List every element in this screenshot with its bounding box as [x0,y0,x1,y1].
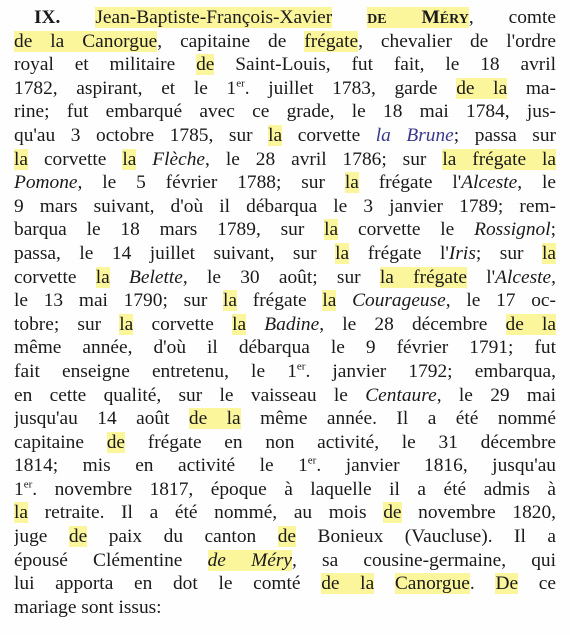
text-segment: . janvier 1792; embarqua, [305,360,556,382]
highlighted-segment: de la [188,408,241,430]
text-segment: er [307,454,317,467]
text-segment: corvette [133,313,233,335]
text-segment: Alceste [461,172,518,194]
text-segment: épousé Clémentine [14,549,208,571]
text-segment: , le 30 août; sur [182,266,380,288]
text-segment [110,267,129,288]
text-segment: Iris [448,242,476,264]
text-segment: mariage sont issus: [14,596,162,618]
text-segment: , capitaine de [157,30,305,52]
highlighted-segment: de [196,54,215,76]
highlighted-segment: la [223,290,238,312]
highlighted-segment: De [495,573,519,595]
text-segment: même année. Il a été nommé [240,408,556,430]
text-line [14,596,556,620]
text-line [14,336,556,360]
text-segment: juge [14,526,69,548]
text-segment: ; [550,219,556,241]
text-segment: Alceste [495,266,552,288]
text-segment: er [23,478,33,491]
highlighted-segment: la [119,313,134,335]
text-segment: paix du canton [87,526,278,548]
text-line [14,30,556,54]
text-segment: la Brune [375,124,454,146]
text-line [14,171,556,195]
text-segment: er [236,77,245,90]
text-segment [136,149,152,170]
highlighted-segment: de Méry [207,549,293,571]
text-segment: ; passa sur [453,124,556,146]
text-segment: , le 28 avril 1786; sur [205,148,443,170]
text-line [14,360,556,384]
text-line [14,525,556,549]
text-segment: jusqu'au 14 août [14,408,189,430]
text-segment: , le 28 décembre [319,313,506,335]
text-segment: Badine [264,313,320,335]
entry-text-block [14,6,556,619]
text-line [14,407,556,431]
text-segment: 1 [14,478,24,500]
text-segment: rine; fut embarqué avec ce grade, le 18 mai 1784, jus- [14,101,556,123]
text-segment: Courageuse [352,290,446,312]
highlighted-segment: de la [456,77,508,99]
text-line [14,195,556,219]
text-segment: Belette [129,266,183,288]
text-segment: corvette le [338,219,475,241]
text-segment [332,7,367,28]
text-segment: , le [517,172,556,194]
text-segment: . [469,573,496,595]
highlighted-segment: de la [321,573,375,595]
text-segment: frégate [237,290,323,312]
text-line [14,478,556,502]
text-segment: lui apporta en dot le comté [14,573,322,595]
text-line [14,454,556,478]
highlighted-segment: de Méry [367,7,469,28]
text-segment: tobre; sur [14,313,120,335]
text-segment: capitaine [14,431,107,453]
text-segment: Pomone [14,172,78,194]
highlighted-segment: la [335,242,350,264]
text-segment: . janvier 1816, jusqu'au [316,455,556,477]
highlighted-segment: la [232,313,247,335]
text-segment: Centaure [365,384,437,406]
text-segment: . juillet 1783, garde [244,77,457,99]
text-segment: , sa cousine-germaine, qui [292,549,556,571]
text-line [14,53,556,77]
text-line [14,266,556,290]
text-segment: corvette [14,266,96,288]
text-segment: ce [518,573,556,595]
text-segment: même année, d'où il débarqua le 9 février 1791; fut [14,337,556,359]
text-segment: , le 5 février 1788; sur [77,172,345,194]
text-segment: . novembre 1817, époque à laquelle il a été admis à [32,478,556,500]
text-line [14,572,556,596]
text-segment: , [551,266,556,288]
highlighted-segment: de la Canorgue [14,30,158,52]
text-segment [246,314,264,335]
text-segment: corvette [28,148,123,170]
text-segment: , comte [468,7,556,28]
text-segment [374,573,395,594]
text-line [14,124,556,148]
text-segment: frégate l' [358,172,462,194]
highlighted-segment: la [14,502,28,524]
text-segment: Rossignol [474,219,551,241]
highlighted-segment: Canorgue [394,573,470,595]
text-segment: er [296,360,306,373]
text-segment: 1782, aspirant, et le 1 [14,77,237,99]
highlighted-segment: la frégate [379,266,467,288]
text-segment: IX. [34,7,96,28]
highlighted-segment: la [268,124,283,146]
text-segment: ma- [507,77,556,99]
text-segment: barqua le 18 mars 1789, sur [14,219,325,241]
text-line [14,148,556,172]
text-line [14,100,556,124]
text-segment [336,290,352,311]
text-segment: , le 29 mai [436,384,556,406]
highlighted-segment: la [122,148,137,170]
highlighted-segment: de [106,431,126,453]
text-segment: Bonieux (Vaucluse). Il a [296,526,556,548]
text-segment: frégate en non activité, le 31 décembre [125,431,556,453]
text-segment: novembre 1820, [401,502,556,524]
highlighted-segment: de [383,502,402,524]
text-segment: en cette qualité, sur le vaisseau le [14,384,366,406]
text-segment: passa, le 14 juillet suivant, sur [14,242,336,264]
text-segment: 9 mars suivant, d'où il débarqua le 3 janvier 1789; rem- [14,195,556,217]
text-line [14,549,556,573]
text-line [14,431,556,455]
text-line [14,384,556,408]
highlighted-segment: la [344,172,359,194]
text-segment: ; sur [475,242,542,264]
highlighted-segment: la [324,219,339,241]
text-segment: royal et militaire [14,54,197,76]
highlighted-segment: la [542,242,556,264]
highlighted-segment: la [14,148,28,170]
text-segment: fait enseigne entretenu, le 1 [14,360,297,382]
highlighted-segment: de [68,526,88,548]
text-line [14,77,556,101]
text-segment: retraite. Il a été nommé, au mois [28,502,384,524]
text-segment: Flèche [152,148,206,170]
highlighted-segment: la frégate la [442,148,556,170]
text-line [14,313,556,337]
highlighted-segment: la [322,290,337,312]
text-segment: frégate l' [349,242,449,264]
text-segment: Saint-Louis, fut fait, le 18 avril [214,54,556,76]
text-segment: le 13 mai 1790; sur [14,290,224,312]
text-line [14,501,556,525]
text-segment: 1814; mis en activité le 1 [14,455,308,477]
text-line [14,289,556,313]
text-segment: qu'au 3 octobre 1785, sur [14,124,269,146]
text-segment: , le 17 oc- [445,290,556,312]
highlighted-segment: de [277,526,297,548]
highlighted-segment: frégate [304,30,359,52]
text-segment: corvette [282,124,376,146]
highlighted-segment: Jean-Baptiste-François-Xavier [95,7,333,28]
text-segment: , chevalier de l'ordre [358,30,556,52]
text-line [14,242,556,266]
highlighted-segment: la [95,266,110,288]
text-line [14,6,556,30]
text-segment: l' [466,266,496,288]
highlighted-segment: de la [505,313,556,335]
text-line [14,218,556,242]
